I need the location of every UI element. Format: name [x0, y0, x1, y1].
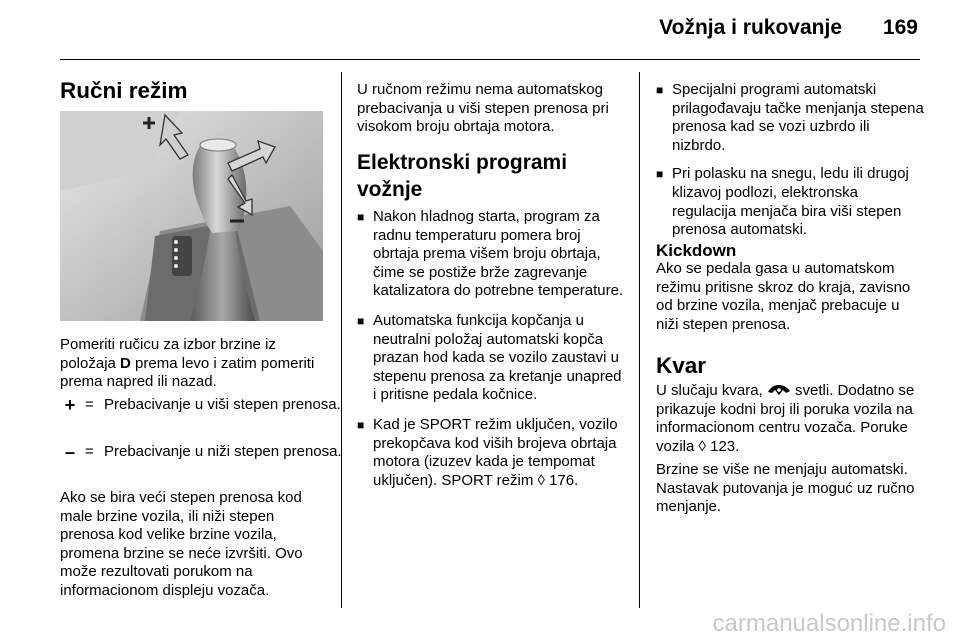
watermark: carmanualsonline.info — [712, 610, 946, 637]
column-divider — [341, 72, 342, 608]
list-item: ■ Kad je SPORT režim uključen, vozilo prekopčava kod viših brojeva obrtaja motora (izuzev kada je tempomat uključen). SPORT režim ◊ 176. — [357, 416, 625, 490]
heading-fault: Kvar — [656, 353, 707, 378]
fault-paragraph: U slučaju kvara, svetli. Dodatno se prikazuje kodni broj ili poruka vozila na informacionom centru vozača. Poruke vozila ◊ 123. — [656, 382, 915, 455]
gear-selector-illustration — [60, 111, 323, 321]
definition-upshift: + = Prebacivanje u viši stepen prenosa. — [60, 396, 342, 415]
definition-downshift: – = Prebacivanje u niži stepen prenosa. — [60, 443, 342, 462]
page-number: 169 — [882, 16, 918, 39]
section-title: Vožnja i rukovanje — [659, 16, 842, 39]
intro-paragraph: Pomeriti ručicu za izbor brzine iz položaja D prema levo i zatim pomeriti prema napred ili nazad. — [60, 336, 315, 391]
plus-icon: + — [64, 395, 76, 415]
list-item: ■ Specijalni programi automatski prilagođavaju tačke menjanja stepena prenosa kad se vozi uzbrdo ili nizbrdo. — [656, 81, 926, 155]
heading-kickdown: Kickdown — [656, 241, 737, 260]
header-rule — [60, 59, 920, 60]
programs-list-continued — [656, 81, 926, 240]
heading-manual-mode: Ručni režim — [60, 78, 188, 103]
minus-icon: – — [64, 442, 75, 462]
shift-warning-paragraph: Ako se bira veći stepen prenosa kod male brzine vozila, ili niži stepen prenosa kod velike brzine vozila, promena brzine se neće izvršiti. Ovo može rezultovati porukom na informacionom displeju vozača. — [60, 489, 303, 599]
heading-electronic-programs: Elektronski programi vožnje — [357, 151, 568, 201]
programs-list — [357, 208, 625, 490]
list-item: ■ Nakon hladnog starta, program za radnu temperaturu pomera broj obrtaja prema višem broju obrtaja, čime se postiže brže zagrevanje katalizatora do potrebne temperature. — [357, 208, 625, 301]
transmission-warning-icon — [767, 384, 791, 396]
manual-mode-paragraph: U ručnom režimu nema automatskog prebacivanja u viši stepen prenosa pri visokom broju obrtaja motora. — [357, 81, 609, 136]
column-divider — [639, 72, 640, 608]
list-item: ■ Pri polasku na snegu, ledu ili drugoj klizavoj podlozi, elektronska regulacija menjača bira viši stepen prenosa automatski. — [656, 165, 926, 239]
kickdown-paragraph: Ako se pedala gasa u automatskom režimu pritisne skroz do kraja, zavisno od brzine vozila, menjač prebacuje u niži stepen prenosa. — [656, 260, 911, 333]
list-item: ■ Automatska funkcija kopčanja u neutralni položaj automatski kopča prazan hod kada se vozilo zaustavi u stepenu prenosa za kretanje unapred i pritisne pedala kočnice. — [357, 312, 625, 405]
fault-paragraph-2: Brzine se više ne menjaju automatski. Nastavak putovanja je moguć uz ručno menjanje. — [656, 461, 915, 516]
